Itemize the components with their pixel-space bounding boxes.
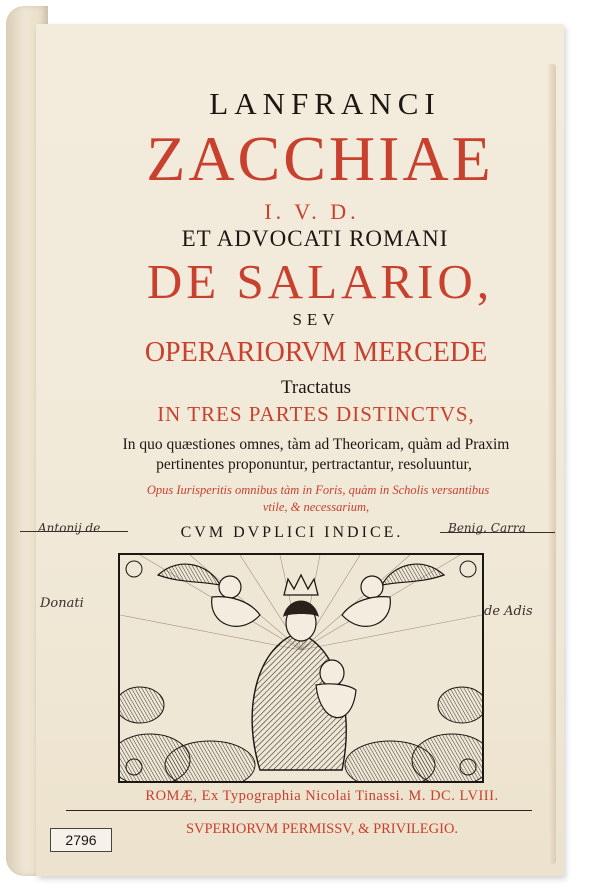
privilege-line: SVPERIORVM PERMISSV, & PRIVILEGIO. — [185, 821, 459, 837]
marginalia-right-mid: de Adis — [484, 604, 533, 619]
description-line-1: In quo quæstiones omnes, tàm ad Theoricam, quàm ad Praxim — [122, 436, 510, 453]
imprint-rule — [66, 810, 532, 811]
description-line-2: pertinentes proponuntur, pertractantur, resoluuntur, — [156, 456, 472, 473]
author-first-name: LANFRANCI — [209, 86, 441, 121]
title-alternate: OPERARIORVM MERCEDE — [144, 337, 488, 368]
index-line: CVM DVPLICI INDICE. — [180, 524, 404, 541]
degree-line: I. V. D. — [264, 199, 360, 224]
opus-line-1: Opus Iurisperitis omnibus tàm in Foris, quàm in Scholis versantibus — [146, 483, 490, 497]
opus-line-2: vtile, & necessarium, — [262, 500, 370, 514]
woodcut-illustration — [120, 555, 482, 781]
tractatus-label: Tractatus — [280, 377, 352, 398]
author-surname: ZACCHIAE — [146, 123, 494, 194]
parts-line: IN TRES PARTES DISTINCTVS, — [157, 402, 475, 426]
shelf-mark-label: 2796 — [50, 828, 112, 852]
title-main: DE SALARIO, — [146, 254, 494, 309]
imprint-line: ROMÆ, Ex Typographia Nicolai Tinassi. M. DC. LVIII. — [145, 788, 499, 804]
profession-line: ET ADVOCATI ROMANI — [181, 226, 449, 251]
marginalia-right-top: Benig. Carra — [448, 521, 526, 535]
woodcut-madonna-child — [118, 553, 484, 783]
ink-stroke-right — [440, 532, 555, 533]
marginalia-left-top: Antonij de — [38, 521, 101, 535]
title-connector: SEV — [292, 310, 340, 329]
marginalia-left-mid: Donati — [40, 596, 84, 611]
